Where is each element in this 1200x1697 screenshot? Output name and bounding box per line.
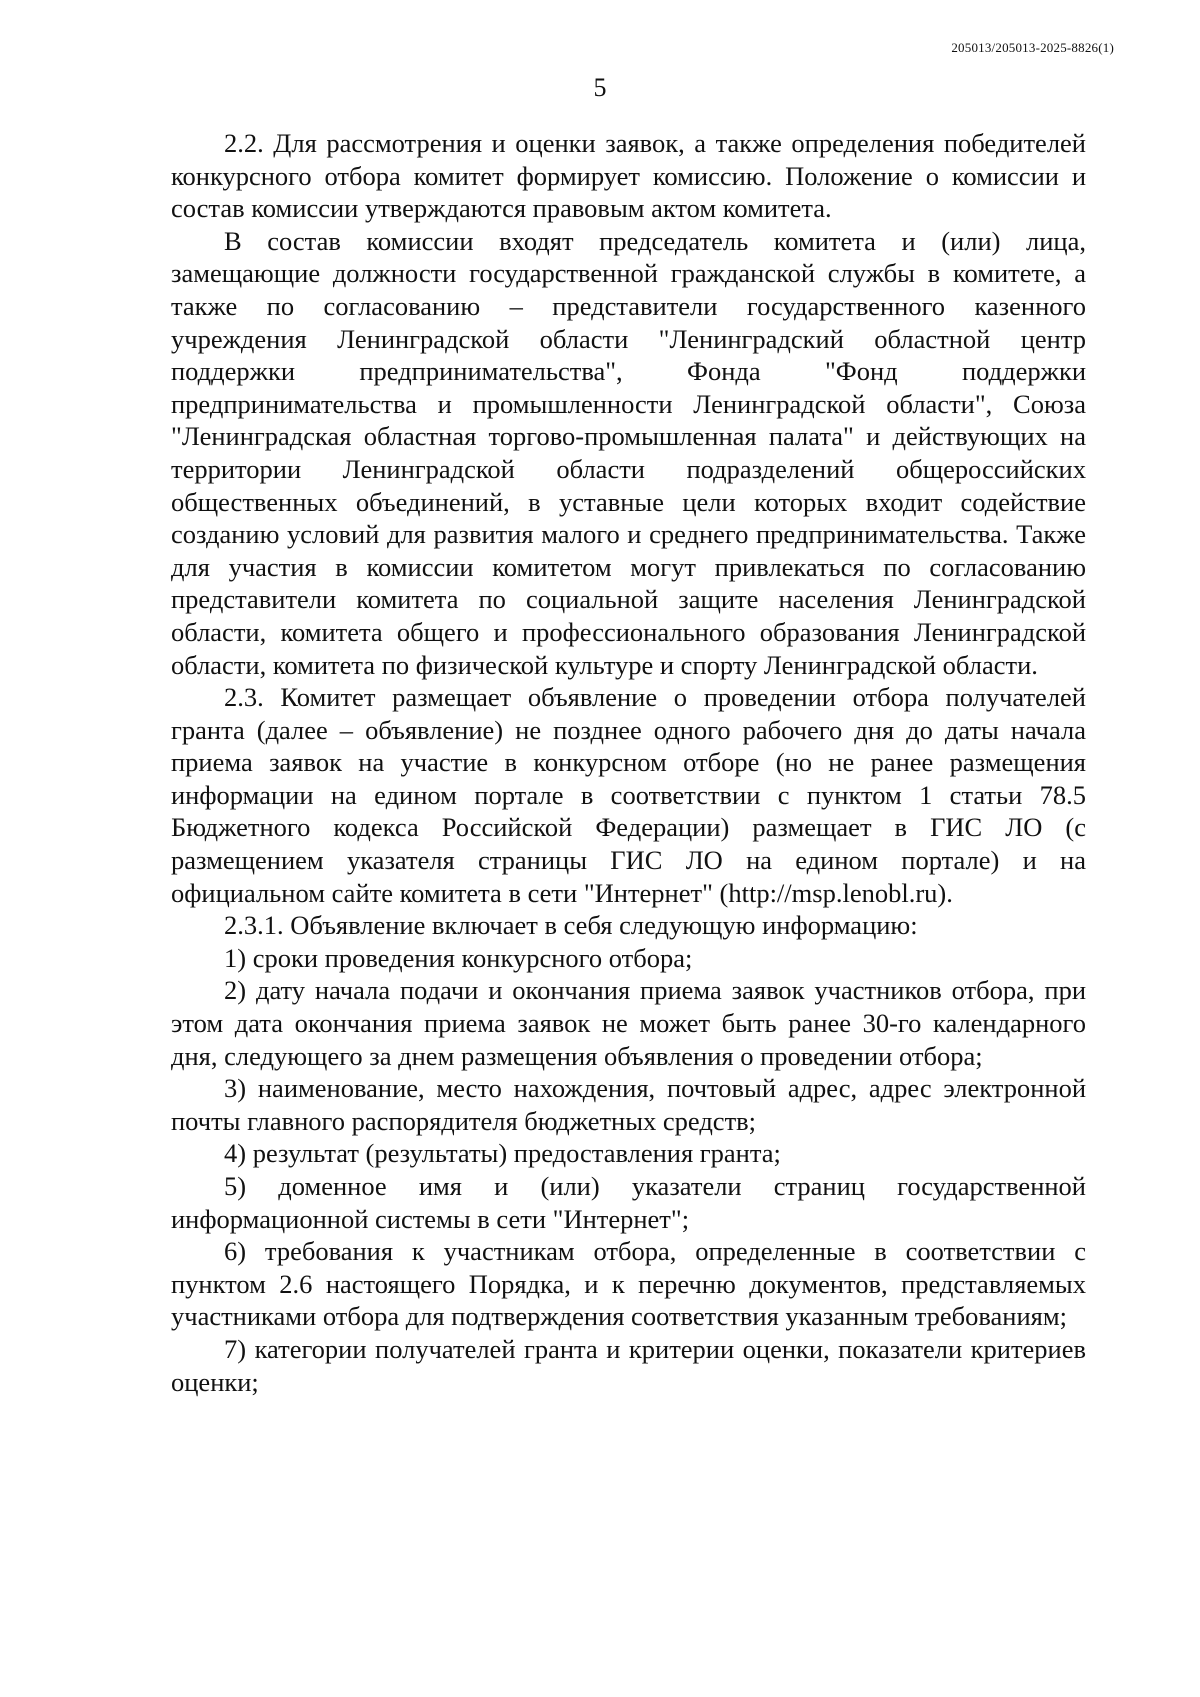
paragraph-2-3-1: 2.3.1. Объявление включает в себя следующую информацию: <box>224 910 918 941</box>
list-item-7: 7) категории получателей гранта и критерии оценки, показатели критериев оценки; <box>171 1333 1086 1397</box>
paragraph-2-3: 2.3. Комитет размещает объявление о проведении отбора получателей гранта (далее – объявление) не позднее одного рабочего дня до даты начала приема заявок на участие в конкурсном отборе (но не ранее размещения информации на едином портале в соответствии с пунктом 1 статьи 78.5 Бюджетного кодекса Российской Федерации) размещает в ГИС ЛО (с размещением указателя страницы ГИС ЛО на едином портале) и на официальном сайте комитета в сети "Интернет" (http://msp.lenobl.ru). <box>171 682 1086 908</box>
document-id: 205013/205013-2025-8826(1) <box>951 40 1114 55</box>
list-item-4: 4) результат (результаты) предоставления гранта; <box>224 1138 781 1169</box>
paragraph-2-2: 2.2. Для рассмотрения и оценки заявок, а также определения победителей конкурсного отбора комитет формирует комиссию. Положение о комиссии и состав комиссии утверждаются правовым актом комитета. <box>171 128 1086 224</box>
list-item-2: 2) дату начала подачи и окончания приема заявок участников отбора, при этом дата окончания приема заявок не может быть ранее 30-го календарного дня, следующего за днем размещения объявления о проведении отбора; <box>171 975 1086 1071</box>
document-body <box>171 127 1086 1398</box>
list-item-1: 1) сроки проведения конкурсного отбора; <box>224 942 693 973</box>
page-number: 5 <box>593 73 607 102</box>
paragraph-commission-composition: В состав комиссии входят председатель комитета и (или) лица, замещающие должности государственной гражданской службы в комитете, а также по согласованию – представители государственного казенного учреждения Ленинградской области "Ленинградский областной центр поддержки предпринимательства", Фонда "Фонд поддержки предпринимательства и промышленности Ленинградской области", Союза "Ленинградская областная торгово-промышленная палата" и действующих на территории Ленинградской области подразделений общероссийских общественных объединений, в уставные цели которых входит содействие созданию условий для развития малого и среднего предпринимательства. Также для участия в комиссии комитетом могут привлекаться по согласованию представители комитета по социальной защите населения Ленинградской области, комитета общего и профессионального образования Ленинградской области, комитета по физической культуре и спорту Ленинградской области. <box>171 225 1086 680</box>
list-item-5: 5) доменное имя и (или) указатели страниц государственной информационной системы в сети "Интернет"; <box>171 1171 1086 1234</box>
list-item-6: 6) требования к участникам отбора, определенные в соответствии с пунктом 2.6 настоящего Порядка, и к перечню документов, представляемых участниками отбора для подтверждения соответствия указанным требованиям; <box>171 1236 1086 1332</box>
list-item-3: 3) наименование, место нахождения, почтовый адрес, адрес электронной почты главного распорядителя бюджетных средств; <box>171 1073 1086 1136</box>
